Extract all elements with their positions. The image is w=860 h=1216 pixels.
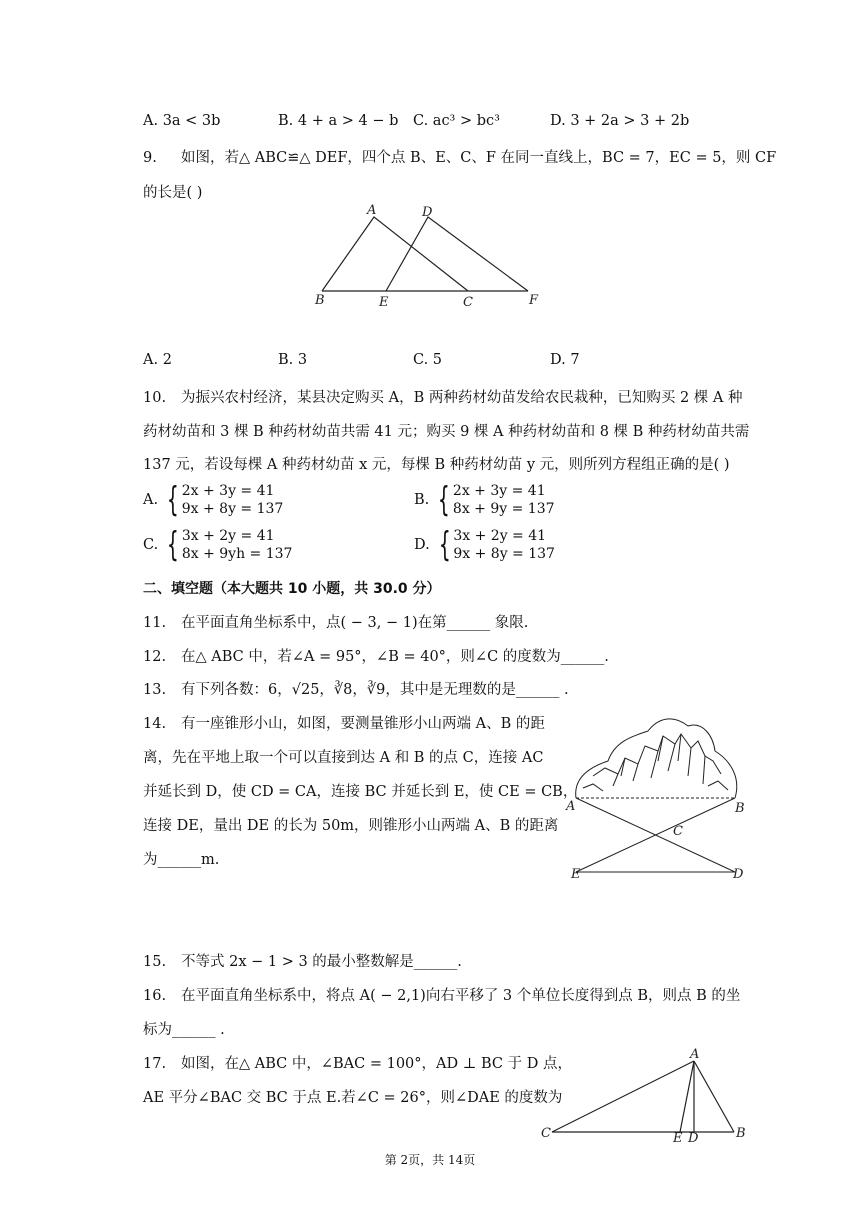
q16-line2: 标为______ . [143,1022,225,1038]
brace-icon: { [438,480,451,520]
q10-d-eq1: 3x + 2y = 41 [453,528,547,544]
q10-option-a-label: A. [143,492,159,508]
q15-text: 不等式 2x − 1 > 3 的最小整数解是______. [181,954,462,970]
q10-number: 10. [143,390,167,406]
q17-line1 [143,1052,572,1073]
q9-line1 [143,146,776,167]
q17-label-a: A [690,1047,700,1062]
q17-number: 17. [143,1056,167,1072]
q16-line1 [143,984,740,1005]
q8-option-b: B. 4 + a > 4 − b [278,113,399,129]
q17-figure [538,1043,753,1143]
q10-b-eq1: 2x + 3y = 41 [452,483,546,499]
q9-option-d: D. 7 [550,352,580,368]
brace-icon: { [167,525,179,565]
q17-label-e: E [673,1131,683,1143]
q10-a-eq1: 2x + 3y = 41 [181,483,275,499]
q14-label-d: D [733,867,744,882]
q13-text: 有下列各数：6，√25，∛8，∛9，其中是无理数的是______ . [181,682,569,698]
q9-option-b: B. 3 [278,352,308,368]
q14-line1 [143,712,545,733]
q9-label-e: E [379,295,389,310]
q10-b-eq2: 8x + 9y = 137 [452,501,555,517]
q11 [143,611,528,632]
q14-label-c: C [673,824,683,839]
q15 [143,950,462,971]
q17-label-d: D [688,1131,699,1143]
q17-label-c: C [541,1126,551,1141]
q12-text: 在△ ABC 中，若∠A = 95°，∠B = 40°，则∠C 的度数为______. [181,649,609,665]
q10-option-b-label: B. [414,492,430,508]
q10-option-d-label: D. [414,537,430,553]
q10-option-c-label: C. [143,537,159,553]
q14-figure [563,706,753,886]
q17-label-b: B [736,1126,746,1141]
q14-line3: 并延长到 D，使 CD = CA，连接 BC 并延长到 E，使 CE = CB， [143,784,578,800]
q13-number: 13. [143,682,167,698]
q15-number: 15. [143,954,167,970]
q9-label-b: B [315,293,325,308]
q10-option-b [414,482,555,518]
q11-number: 11. [143,615,167,631]
q10-text: 为振兴农村经济，某县决定购买 A，B 两种药材幼苗发给农民栽种，已知购买 2 棵 A 种 [181,390,743,406]
q9-line2: 的长是( ) [143,185,203,201]
section-heading: 二、填空题（本大题共 10 小题，共 30.0 分） [143,581,441,597]
q10-d-eq2: 9x + 8y = 137 [453,546,555,562]
q13 [143,678,569,699]
q17-line2: AE 平分∠BAC 交 BC 于点 E.若∠C = 26°，则∠DAE 的度数为 [143,1090,563,1106]
q10-line3: 137 元，若设每棵 A 种药材幼苗 x 元，每棵 B 种药材幼苗 y 元，则所列方程组正确的是( ) [143,457,730,473]
q9-label-a: A [367,203,377,218]
q16-text: 在平面直角坐标系中，将点 A( − 2,1)向右平移了 3 个单位长度得到点 B，则点 B 的坐 [181,988,741,1004]
page-footer: 第 2页，共 14页 [384,1153,476,1167]
q14-text: 有一座锥形小山，如图，要测量锥形小山两端 A、B 的距 [181,716,545,732]
q9-number: 9. [143,150,157,166]
q14-line2: 离，先在平地上取一个可以直接到达 A 和 B 的点 C，连接 AC [143,750,544,766]
q16-number: 16. [143,988,167,1004]
q17-text: 如图，在△ ABC 中，∠BAC = 100°，AD ⊥ BC 于 D 点， [181,1056,572,1072]
q9-label-c: C [463,295,473,310]
q14-label-a: A [566,799,576,814]
q10-option-d [414,527,555,563]
q11-text: 在平面直角坐标系中，点( − 3, − 1)在第______ 象限. [181,615,529,631]
q8-option-c: C. ac³ > bc³ [413,113,500,129]
q14-label-b: B [735,801,745,816]
q14-label-e: E [571,867,581,882]
q14-line5: 为______m. [143,852,220,868]
q12 [143,645,609,666]
q9-text: 如图，若△ ABC≌△ DEF，四个点 B、E、C、F 在同一直线上，BC = 7，EC = 5，则 CF [181,150,777,166]
q10-c-eq1: 3x + 2y = 41 [181,528,275,544]
q10-line1 [143,386,742,407]
q14-number: 14. [143,716,167,732]
q10-line2: 药材幼苗和 3 棵 B 种药材幼苗共需 41 元；购买 9 棵 A 种药材幼苗和 8 棵 B 种药材幼苗共需 [143,424,750,440]
q12-number: 12. [143,649,167,665]
q9-option-c: C. 5 [413,352,443,368]
brace-icon: { [438,525,451,565]
q8-option-d: D. 3 + 2a > 3 + 2b [550,113,690,129]
q9-figure [310,200,550,315]
q9-label-d: D [422,205,433,220]
brace-icon: { [166,480,179,520]
q10-option-a [143,482,283,518]
q9-option-a: A. 2 [143,352,172,368]
q9-label-f: F [529,293,539,308]
q10-a-eq2: 9x + 8y = 137 [181,501,284,517]
q10-c-eq2: 8x + 9yh = 137 [181,546,293,562]
q8-option-a: A. 3a < 3b [143,113,221,129]
q14-line4: 连接 DE，量出 DE 的长为 50m，则锥形小山两端 A、B 的距离 [143,818,559,834]
q10-option-c [143,527,292,563]
